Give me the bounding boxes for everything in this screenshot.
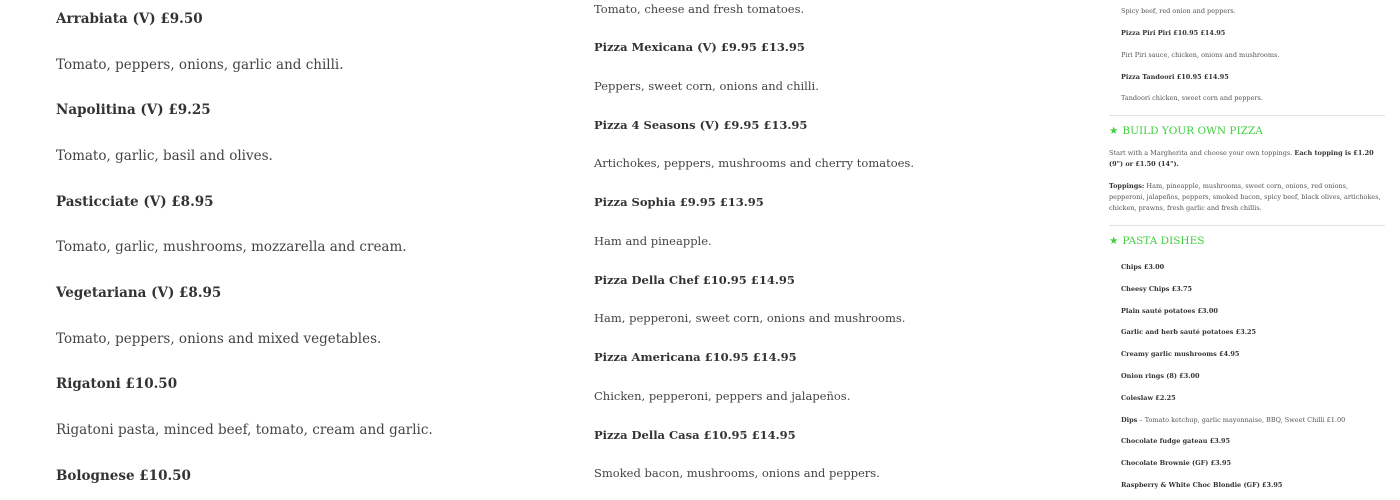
menu-item-description: Tomato, peppers, onions, garlic and chilli. [56,57,344,73]
menu-item-title: Arrabiata (V) £9.50 [56,11,203,27]
list-item [1121,481,1282,489]
list-item-note: – Tomato ketchup, garlic mayonnaise, BBQ, Sweet Chilli £1.00 [1137,416,1346,424]
list-item-name: Chocolate fudge gateau £3.95 [1121,437,1231,445]
build-your-own-heading [1109,125,1263,137]
menu-item-description: Tandoori chicken, sweet corn and peppers. [1121,94,1263,102]
star-icon: ★ [1109,125,1119,137]
toppings-list: Ham, pineapple, mushrooms, sweet corn, onions, red onions, pepperoni, jalapeños, peppers, smoked bacon, spicy beef, black olives, artichokes, chicken, prawns, fresh garlic and fresh chillis. [1109,182,1381,212]
menu-item-description: Piri Piri sauce, chicken, onions and mushrooms. [1121,51,1280,59]
menu-item-description: Ham and pineapple. [594,234,712,248]
menu-item-title: Pizza Della Chef £10.95 £14.95 [594,273,795,287]
list-item [1121,437,1230,445]
list-item-name: Plain sauté potatoes £3.00 [1121,307,1218,315]
list-item [1121,416,1345,424]
build-intro-text: Start with a Margherita and choose your own toppings. [1109,149,1293,157]
menu-item-title: Vegetariana (V) £8.95 [56,285,222,301]
list-item-name: Chips £3.00 [1121,263,1165,271]
list-item [1121,350,1239,358]
section-divider [1109,225,1385,226]
list-item [1121,372,1200,380]
list-item [1121,307,1218,315]
section-divider [1109,115,1385,116]
menu-item-description: Artichokes, peppers, mushrooms and cherry tomatoes. [594,156,914,170]
menu-item-title: Pizza Sophia £9.95 £13.95 [594,195,764,209]
menu-item-title: Pizza Della Casa £10.95 £14.95 [594,428,796,442]
menu-item-description: Tomato, garlic, basil and olives. [56,148,273,164]
menu-item-title: Pizza Piri Piri £10.95 £14.95 [1121,29,1226,37]
list-item [1121,285,1192,293]
menu-item-description: Spicy beef, red onion and peppers. [1121,7,1236,15]
list-item-name: Coleslaw £2.25 [1121,394,1176,402]
menu-item-description: Peppers, sweet corn, onions and chilli. [594,79,819,93]
list-item [1121,263,1164,271]
menu-item-title: Rigatoni £10.50 [56,376,178,392]
menu-item-title: Pizza Tandoori £10.95 £14.95 [1121,73,1229,81]
menu-item-description: Rigatoni pasta, minced beef, tomato, cream and garlic. [56,422,433,438]
menu-item-title: Napolitina (V) £9.25 [56,102,211,118]
menu-item-title: Pizza 4 Seasons (V) £9.95 £13.95 [594,118,808,132]
menu-item-description: Tomato, cheese and fresh tomatoes. [594,2,805,16]
menu-item-title: Bolognese £10.50 [56,468,191,484]
build-your-own-intro [1109,148,1385,170]
star-icon: ★ [1109,235,1119,247]
list-item-name: Chocolate Brownie (GF) £3.95 [1121,459,1231,467]
list-item-name: Onion rings (8) £3.00 [1121,372,1200,380]
toppings-label: Toppings: [1109,182,1145,190]
list-item [1121,459,1231,467]
list-item-name: Garlic and herb sauté potatoes £3.25 [1121,328,1257,336]
list-item-name: Creamy garlic mushrooms £4.95 [1121,350,1240,358]
menu-item-title: Pizza Mexicana (V) £9.95 £13.95 [594,40,805,54]
toppings-paragraph [1109,181,1385,214]
section-heading-label: PASTA DISHES [1122,235,1205,247]
menu-item-description: Smoked bacon, mushrooms, onions and peppers. [594,466,880,480]
menu-item-description: Tomato, peppers, onions and mixed vegetables. [56,331,382,347]
menu-item-title: Pasticciate (V) £8.95 [56,194,214,210]
menu-item-description: Chicken, pepperoni, peppers and jalapeños. [594,389,851,403]
section-heading-label: BUILD YOUR OWN PIZZA [1122,125,1263,137]
list-item-name: Raspberry & White Choc Blondie (GF) £3.95 [1121,481,1283,489]
list-item [1121,328,1256,336]
menu-item-description: Tomato, garlic, mushrooms, mozzarella and cream. [56,239,407,255]
menu-item-description: Ham, pepperoni, sweet corn, onions and mushrooms. [594,311,906,325]
pasta-dishes-heading [1109,235,1204,247]
list-item [1121,394,1176,402]
topping-price-note: Each topping is £1.20 (9") or £1.50 (14"). [1109,149,1374,168]
menu-item-title: Pizza Americana £10.95 £14.95 [594,350,797,364]
list-item-name: Dips [1121,416,1138,424]
list-item-name: Cheesy Chips £3.75 [1121,285,1193,293]
